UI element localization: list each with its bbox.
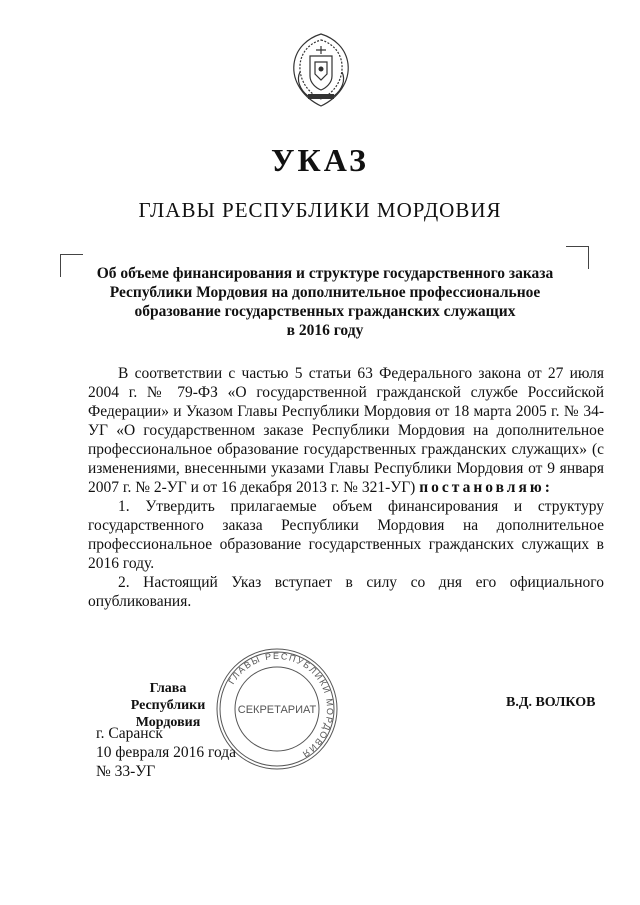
heading-line: в 2016 году — [286, 322, 364, 339]
decree-heading — [60, 264, 590, 340]
document-footer — [96, 724, 236, 781]
item-1-paragraph: 1. Утвердить прилагаемые объем финансирования и структуру государственного заказа Республики Мордовия на дополнительное профессиональное образование государственных гражданских служащих в 2016 году. — [88, 498, 604, 572]
signatory-name: В.Д. ВОЛКОВ — [506, 695, 596, 710]
stamp-inner-text: СЕКРЕТАРИАТ — [237, 704, 317, 716]
preamble-paragraph — [88, 364, 604, 497]
issue-date: 10 февраля 2016 года — [96, 744, 237, 761]
heading-line: Республики Мордовия на дополнительное профессиональное — [109, 284, 541, 301]
issue-city: г. Саранск — [96, 725, 163, 742]
heading-line: Об объеме финансирования и структуре государственного заказа — [96, 265, 554, 282]
document-title: УКАЗ — [271, 142, 369, 178]
coat-of-arms-emblem — [286, 30, 356, 110]
decree-number: № 33-УГ — [96, 763, 156, 780]
decree-body — [88, 364, 604, 611]
preamble-text: В соответствии с частью 5 статьи 63 Федерального закона от 27 июля 2004 г. № 79-ФЗ «О государственной гражданской службе Российской Федерации» и Указом Главы Республики Мордовия от 18 марта 2005 г. № 34-УГ «О государственном заказе Республики Мордовия на дополнительное профессиональное образование государственных гражданских служащих» (с изменениями, внесенными указами Главы Республики Мордовия от 9 января 2007 г. № 2-УГ и от 16 декабря 2013 г. № 321-УГ) — [88, 365, 604, 496]
document-subtitle: ГЛАВЫ РЕСПУБЛИКИ МОРДОВИЯ — [138, 198, 502, 222]
signatory-position-line: Республики Мордовия — [130, 698, 206, 730]
heading-line: образование государственных гражданских служащих — [134, 303, 516, 320]
signatory-position-line: Глава — [149, 681, 187, 696]
decree-word: постановляю: — [419, 479, 553, 496]
item-2-paragraph: 2. Настоящий Указ вступает в силу со дня его официального опубликования. — [88, 574, 604, 610]
stamp-outer-text: ГЛАВЫ РЕСПУБЛИКИ МОРДОВИЯ — [226, 650, 336, 760]
